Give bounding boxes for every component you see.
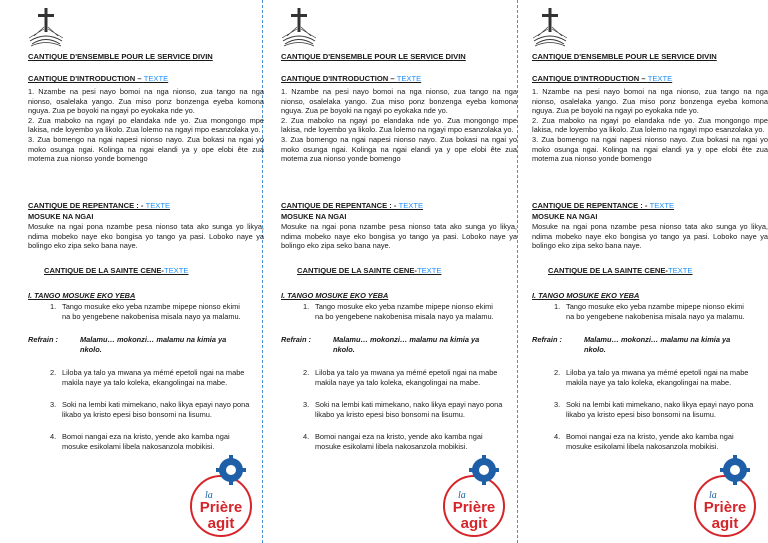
intro-text-link[interactable]: TEXTE [647, 74, 673, 83]
svg-text:la: la [709, 490, 717, 501]
intro-verse-3: 3. Zua bomengo na ngai napesi nionso nayo. Zua bokasi na ngai yo moko osunga ngai. Kolinga na ngai elandi ya y ope elobi ête zua motema zua nionso yonde bomengo [532, 134, 768, 164]
document-title: CANTIQUE D'ENSEMBLE POUR LE SERVICE DIVIN [28, 52, 213, 61]
cene-heading: CANTIQUE DE LA SAINTE CENE-TEXTE [44, 266, 189, 275]
intro-verse-2: 2. Zua maboko na ngayi po elandaka nde yo. Zua mongongo mpe lakisa, nde loyembo ya likolo. Zua lolemo na ngayi mpo esanzolaka yo. [532, 115, 768, 135]
repentance-text-link[interactable]: TEXTE [145, 201, 171, 210]
repentance-heading: CANTIQUE DE REPENTANCE : - TEXTE [28, 201, 171, 210]
cene-heading: CANTIQUE DE LA SAINTE CENE-TEXTE [548, 266, 693, 275]
repentance-heading: CANTIQUE DE REPENTANCE : - TEXTE [281, 201, 424, 210]
intro-heading: CANTIQUE D'INTRODUCTION – TEXTE [532, 74, 673, 83]
document-title: CANTIQUE D'ENSEMBLE POUR LE SERVICE DIVIN [532, 52, 717, 61]
intro-verse-1: 1. Nzambe na pesi nayo bomoi na nga nionso, zua tango na nga nionso, osalelaka yango. Zua miso ponz bonzenga eyeba komona nguya. Zua pe boyoki na ngayi po eyokaka nde yo. [532, 87, 768, 116]
repentance-subtitle: MOSUKE NA NGAI [532, 212, 598, 221]
church-cross-logo [28, 7, 64, 47]
svg-text:la: la [205, 490, 213, 501]
document-title: CANTIQUE D'ENSEMBLE POUR LE SERVICE DIVIN [281, 52, 466, 61]
priere-agit-badge [687, 452, 767, 540]
intro-verse-2: 2. Zua maboko na ngayi po elandaka nde yo. Zua mongongo mpe lakisa, nde loyembo ya likolo. Zua lolemo na ngayi mpo esanzolaka yo. [28, 115, 264, 135]
repentance-heading: CANTIQUE DE REPENTANCE : - TEXTE [532, 201, 675, 210]
church-cross-icon [532, 7, 568, 47]
priere-agit-logo [687, 452, 767, 540]
svg-text:agit: agit [207, 515, 235, 532]
intro-verses [532, 87, 768, 164]
church-cross-icon [28, 7, 64, 47]
intro-heading: CANTIQUE D'INTRODUCTION – TEXTE [281, 74, 422, 83]
cut-line-2 [517, 0, 518, 543]
priere-agit-badge [436, 452, 516, 540]
cene-heading: CANTIQUE DE LA SAINTE CENE-TEXTE [297, 266, 442, 275]
cene-text-link[interactable]: TEXTE [667, 266, 693, 275]
intro-verse-3: 3. Zua bomengo na ngai napesi nionso nayo. Zua bokasi na ngai yo moko osunga ngai. Kolinga na ngai elandi ya y ope elobi ête zua motema zua nionso yonde bomengo [28, 134, 264, 164]
repentance-text-link[interactable]: TEXTE [649, 201, 675, 210]
repentance-text-link[interactable]: TEXTE [398, 201, 424, 210]
intro-text-link[interactable]: TEXTE [396, 74, 422, 83]
church-cross-icon [281, 7, 317, 47]
leaflet-column-1: CANTIQUE D'ENSEMBLE POUR LE SERVICE DIVIN CANTIQUE D'INTRODUCTION – TEXTE 1. Nzambe na pesi nayo bomoi na nga nionso, zua tango na nga nionso, osalelaka yango. Zua miso ponz bonzenga eyeba komona nguya. Zua pe boyoki na ngayi po eyokaka nde yo. 2. Zua maboko na ngayi po elandaka nde yo. Zua mongongo mpe lakisa, nde loyembo ya likolo. Zua lolemo na ngayi mpo esanzolaka yo. 3. Zua bomengo na ngai napesi nionso nayo. Zua bokasi na ngai yo moko osunga ngai. Kolinga na ngai elandi ya y ope elobi ête zua motema zua nionso yonde bomengo CANTIQUE DE REPENTANCE : - TEXTE MOSUKE NA NGAI Mosuke na ngai pona nzambe pesa nionso tata ako sunga yo likya, ndima mobeko naye eko bongisa yo tango ya pasi. Loboko naye ya bolingo eko zipa seko bana naye. CANTIQUE DE LA SAINTE CENE-TEXTE I. TANGO MOSUKE EKO YEBA 1. Tango mosuke eko yeba nzambe mipepe nionso ekimi na bo yengebene nakobenisa misala nayo ya malamu. Refrain : Malamu… mokonzi… malamu na kimia ya nkolo. 2. Liloba ya talo ya mwana ya mémé epetoli ngai na mabe makila naye ya talo koleka, ekangolingai na mabe. 3. Soki na lembi kati mimekano, nako likya epayi nayo pona likabo ya kristo epesi biso bonsomi na lisumu. 4. Bomoi nangai eza na kristo, yende ako kamba ngai mosuke esikolami libela nakosanzola mobikisi. la Prière agit [28, 0, 264, 543]
church-cross-logo [281, 7, 317, 47]
hymn-heading: I. TANGO MOSUKE EKO YEBA [28, 291, 136, 300]
priere-agit-badge [183, 452, 263, 540]
repentance-text: Mosuke na ngai pona nzambe pesa nionso tata ako sunga yo likya, ndima mobeko naye eko bongisa yo tango ya pasi. Loboko naye ya bolingo eko zipa seko bana naye. [281, 222, 517, 251]
svg-text:la: la [458, 490, 466, 501]
svg-text:agit: agit [460, 515, 488, 532]
intro-verse-1: 1. Nzambe na pesi nayo bomoi na nga nionso, zua tango na nga nionso, osalelaka yango. Zua miso ponz bonzenga eyeba komona nguya. Zua pe boyoki na ngayi po eyokaka nde yo. [281, 87, 517, 116]
cene-text-link[interactable]: TEXTE [416, 266, 442, 275]
svg-text:Prière: Prière [199, 499, 243, 516]
intro-verses [28, 87, 264, 164]
hymn-heading: I. TANGO MOSUKE EKO YEBA [532, 291, 640, 300]
hymn-heading: I. TANGO MOSUKE EKO YEBA [281, 291, 389, 300]
cene-text-link[interactable]: TEXTE [163, 266, 189, 275]
church-cross-logo [532, 7, 568, 47]
intro-verse-3: 3. Zua bomengo na ngai napesi nionso nayo. Zua bokasi na ngai yo moko osunga ngai. Kolinga na ngai elandi ya y ope elobi ête zua motema zua nionso yonde bomengo [281, 134, 517, 164]
svg-text:Prière: Prière [452, 499, 496, 516]
intro-verses [281, 87, 517, 164]
repentance-text: Mosuke na ngai pona nzambe pesa nionso tata ako sunga yo likya, ndima mobeko naye eko bongisa yo tango ya pasi. Loboko naye ya bolingo eko zipa seko bana naye. [532, 222, 768, 251]
leaflet-column-3: CANTIQUE D'ENSEMBLE POUR LE SERVICE DIVIN CANTIQUE D'INTRODUCTION – TEXTE 1. Nzambe na pesi nayo bomoi na nga nionso, zua tango na nga nionso, osalelaka yango. Zua miso ponz bonzenga eyeba komona nguya. Zua pe boyoki na ngayi po eyokaka nde yo. 2. Zua maboko na ngayi po elandaka nde yo. Zua mongongo mpe lakisa, nde loyembo ya likolo. Zua lolemo na ngayi mpo esanzolaka yo. 3. Zua bomengo na ngai napesi nionso nayo. Zua bokasi na ngai yo moko osunga ngai. Kolinga na ngai elandi ya y ope elobi ête zua motema zua nionso yonde bomengo CANTIQUE DE REPENTANCE : - TEXTE MOSUKE NA NGAI Mosuke na ngai pona nzambe pesa nionso tata ako sunga yo likya, ndima mobeko naye eko bongisa yo tango ya pasi. Loboko naye ya bolingo eko zipa seko bana naye. CANTIQUE DE LA SAINTE CENE-TEXTE I. TANGO MOSUKE EKO YEBA 1. Tango mosuke eko yeba nzambe mipepe nionso ekimi na bo yengebene nakobenisa misala nayo ya malamu. Refrain : Malamu… mokonzi… malamu na kimia ya nkolo. 2. Liloba ya talo ya mwana ya mémé epetoli ngai na mabe makila naye ya talo koleka, ekangolingai na mabe. 3. Soki na lembi kati mimekano, nako likya epayi nayo pona likabo ya kristo epesi biso bonsomi na lisumu. 4. Bomoi nangai eza na kristo, yende ako kamba ngai mosuke esikolami libela nakosanzola mobikisi. la Prière agit [532, 0, 768, 543]
intro-text-link[interactable]: TEXTE [143, 74, 169, 83]
priere-agit-logo [436, 452, 516, 540]
repentance-text: Mosuke na ngai pona nzambe pesa nionso tata ako sunga yo likya, ndima mobeko naye eko bongisa yo tango ya pasi. Loboko naye ya bolingo eko zipa seko bana naye. [28, 222, 264, 251]
svg-text:Prière: Prière [703, 499, 747, 516]
priere-agit-logo [183, 452, 263, 540]
repentance-subtitle: MOSUKE NA NGAI [281, 212, 347, 221]
intro-heading: CANTIQUE D'INTRODUCTION – TEXTE [28, 74, 169, 83]
intro-verse-2: 2. Zua maboko na ngayi po elandaka nde yo. Zua mongongo mpe lakisa, nde loyembo ya likolo. Zua lolemo na ngayi mpo esanzolaka yo. [281, 115, 517, 135]
svg-text:agit: agit [711, 515, 739, 532]
intro-verse-1: 1. Nzambe na pesi nayo bomoi na nga nionso, zua tango na nga nionso, osalelaka yango. Zua miso ponz bonzenga eyeba komona nguya. Zua pe boyoki na ngayi po eyokaka nde yo. [28, 87, 264, 116]
repentance-subtitle: MOSUKE NA NGAI [28, 212, 94, 221]
leaflet-column-2: CANTIQUE D'ENSEMBLE POUR LE SERVICE DIVIN CANTIQUE D'INTRODUCTION – TEXTE 1. Nzambe na pesi nayo bomoi na nga nionso, zua tango na nga nionso, osalelaka yango. Zua miso ponz bonzenga eyeba komona nguya. Zua pe boyoki na ngayi po eyokaka nde yo. 2. Zua maboko na ngayi po elandaka nde yo. Zua mongongo mpe lakisa, nde loyembo ya likolo. Zua lolemo na ngayi mpo esanzolaka yo. 3. Zua bomengo na ngai napesi nionso nayo. Zua bokasi na ngai yo moko osunga ngai. Kolinga na ngai elandi ya y ope elobi ête zua motema zua nionso yonde bomengo CANTIQUE DE REPENTANCE : - TEXTE MOSUKE NA NGAI Mosuke na ngai pona nzambe pesa nionso tata ako sunga yo likya, ndima mobeko naye eko bongisa yo tango ya pasi. Loboko naye ya bolingo eko zipa seko bana naye. CANTIQUE DE LA SAINTE CENE-TEXTE I. TANGO MOSUKE EKO YEBA 1. Tango mosuke eko yeba nzambe mipepe nionso ekimi na bo yengebene nakobenisa misala nayo ya malamu. Refrain : Malamu… mokonzi… malamu na kimia ya nkolo. 2. Liloba ya talo ya mwana ya mémé epetoli ngai na mabe makila naye ya talo koleka, ekangolingai na mabe. 3. Soki na lembi kati mimekano, nako likya epayi nayo pona likabo ya kristo epesi biso bonsomi na lisumu. 4. Bomoi nangai eza na kristo, yende ako kamba ngai mosuke esikolami libela nakosanzola mobikisi. la Prière agit [281, 0, 517, 543]
